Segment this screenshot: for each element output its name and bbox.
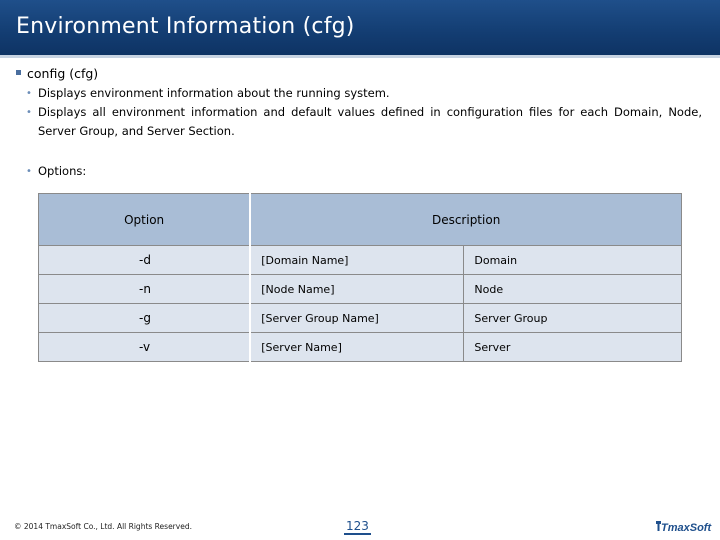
options-table — [38, 193, 682, 362]
copyright-text: © 2014 TmaxSoft Co., Ltd. All Rights Reserved. — [14, 522, 192, 531]
bullet-item — [26, 103, 702, 141]
description-cell: Server — [464, 333, 682, 362]
tmaxsoft-logo-icon — [656, 518, 712, 534]
dot-bullet-icon: • — [26, 88, 32, 99]
header-option: Option — [39, 194, 251, 246]
bullet-text: Displays environment information about the running system. — [38, 86, 390, 100]
argument-cell: [Node Name] — [250, 275, 464, 304]
title-bar — [0, 0, 720, 55]
bullet-item — [26, 162, 86, 181]
header-description: Description — [250, 194, 681, 246]
description-cell: Domain — [464, 246, 682, 275]
option-cell: -d — [39, 246, 251, 275]
bullet-text: Displays all environment information and default values defined in configuration files for each Domain, Node, Server Group, and Server Section. — [38, 105, 702, 138]
table-row — [39, 275, 682, 304]
argument-cell: [Server Name] — [250, 333, 464, 362]
dot-bullet-icon: • — [26, 107, 32, 118]
dot-bullet-icon: • — [26, 166, 32, 177]
table-row — [39, 304, 682, 333]
title-divider — [0, 55, 720, 58]
page-title: Environment Information (cfg) — [16, 14, 355, 39]
bullet-text: Options: — [38, 164, 87, 178]
logo-text: TmaxSoft — [661, 522, 712, 534]
table-row — [39, 246, 682, 275]
page-number: 123 — [346, 519, 369, 533]
option-cell: -n — [39, 275, 251, 304]
argument-cell: [Domain Name] — [250, 246, 464, 275]
option-cell: -v — [39, 333, 251, 362]
square-bullet-icon — [16, 70, 21, 75]
table-row — [39, 333, 682, 362]
description-cell: Server Group — [464, 304, 682, 333]
description-cell: Node — [464, 275, 682, 304]
table-header-row — [39, 194, 682, 246]
bullet-item — [26, 84, 390, 103]
option-cell: -g — [39, 304, 251, 333]
argument-cell: [Server Group Name] — [250, 304, 464, 333]
section-heading — [16, 66, 98, 81]
section-label: config (cfg) — [27, 66, 99, 81]
